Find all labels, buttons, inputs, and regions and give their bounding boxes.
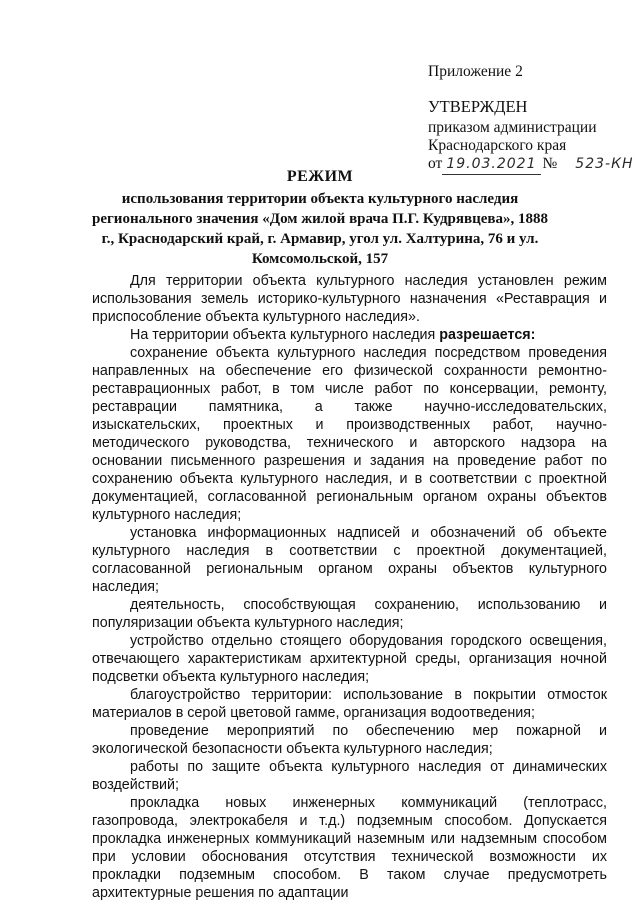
paragraph-intro: Для территории объекта культурного наследия установлен режим использования земель историко-культурного назначения «Реставрация и приспособление объекта культурного наследия». — [92, 273, 607, 325]
list-item: установка информационных надписей и обозначений об объекте культурного наследия в соответствии с проектной документацией, согласованной региональным органом охраны объектов культурного наследия; — [92, 525, 607, 595]
approval-order-line: приказом администрации — [428, 119, 597, 136]
document-heading: использования территории объекта культурного наследия регионального значения «Дом жилой врача П.Г. Кудрявцева», 1888 г., Краснодарский край, г. Армавир, угол ул. Халтурина, 76 и ул. Комсомольской, 157 — [92, 191, 548, 267]
permitted-intro-text: На территории объекта культурного наследия — [130, 327, 440, 343]
list-item: сохранение объекта культурного наследия посредством проведения направленных на обеспечение его физической сохранности ремонтно-реставрационных работ, в том числе работ по консервации, ремонту, реставрации памятника, а также научно-исследовательских, изыскательских, проектных и производственных работ, научно-методического руководства, технического и авторского надзора на основании письменного разрешения и задания на проведение работ по сохранению объекта культурного наследия, и в соответствии с проектной документацией, согласованной региональным органом охраны объектов культурного наследия; — [92, 345, 607, 523]
permitted-keyword: разрешается: — [439, 327, 536, 343]
list-item: деятельность, способствующая сохранению, использованию и популяризации объекта культурного наследия; — [92, 597, 607, 631]
list-item: благоустройство территории: использование в покрытии отмосток материалов в серой цветовой гамме, организация водоотведения; — [92, 687, 607, 721]
handwritten-number: 523-КН — [575, 156, 634, 172]
list-item: устройство отдельно стоящего оборудования городского освещения, отвечающего характеристикам архитектурной среды, организация ночной подсветки объекта культурного наследия; — [92, 633, 607, 685]
date-prefix: от — [428, 155, 443, 172]
list-item: работы по защите объекта культурного наследия от динамических воздействий; — [92, 759, 607, 793]
handwritten-date: 19.03.2021 — [442, 155, 540, 175]
document-body — [92, 272, 607, 902]
annex-label: Приложение 2 — [428, 63, 523, 80]
approval-region-line: Краснодарского края — [428, 137, 567, 154]
list-item: проведение мероприятий по обеспечению мер пожарной и экологической безопасности объекта культурного наследия; — [92, 723, 607, 757]
paragraph-permitted-intro — [92, 326, 607, 344]
number-prefix: № — [542, 155, 558, 172]
list-item: прокладка новых инженерных коммуникаций (теплотрасс, газопровода, электрокабеля и т.д.) подземным способом. Допускается прокладка инженерных коммуникаций наземным или надземным способом при условии обоснования отсутствия технической возможности их прокладки подземным способом. В таком случае предусмотреть архитектурные решения по адаптации — [92, 795, 607, 901]
approved-label: УТВЕРЖДЕН — [428, 97, 528, 116]
document-title: РЕЖИМ — [286, 168, 354, 185]
